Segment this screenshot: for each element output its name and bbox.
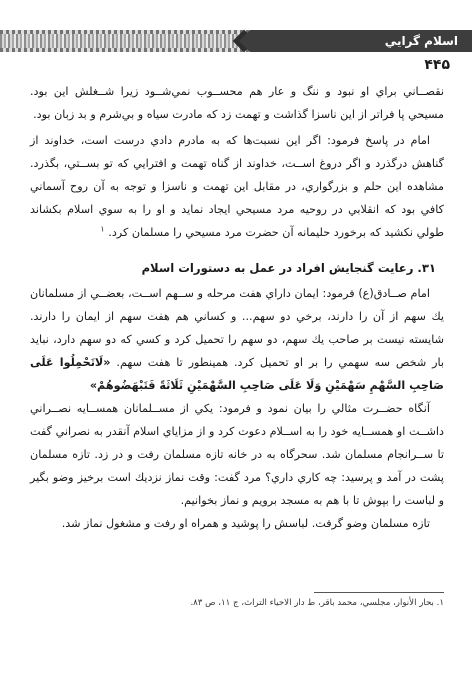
paragraph-2 [30, 129, 444, 244]
header-tab-notch [239, 30, 250, 52]
text-line: امام صــادق(ع) فرمود: ايمان داراي هفت مرحله و ســهم اســت، بعضــي از [78, 287, 430, 300]
text-line: بكشاند طولي نكشيد كه برخورد حليمانه آن حضرت مرد مسيحي را مسلمان كرد. [30, 203, 444, 239]
paragraph-3 [30, 282, 444, 397]
paragraph-4 [30, 397, 444, 512]
page-number: ۴۴۵ [424, 57, 450, 73]
quoted-hadith: «لَاتَحْمِلُوا عَلَى صَاحِبِ السَّهْمِ سَهْمَيْنِ وَلَا عَلَى صَاحِبِ السَّهْمَيْنِ ثَلَاثَةً فَتَبْهَضُوهُمْ» [30, 356, 444, 392]
text-line: داشــت او همســايه خود را به اســلام دعوت كرد و از مزاياي اسلام آنقدر به نصراني [55, 425, 444, 438]
text-line: بود. [33, 108, 51, 121]
footnote-marker: ۱ [100, 224, 105, 234]
text-line: تازه مسلمان وضو گرفت. لباسش را پوشيد و همراه او رفت و مشغول نماز شد. [61, 517, 430, 530]
header-ornament [0, 30, 250, 52]
paragraph-5 [30, 512, 444, 535]
running-title: اسلام گرايي [384, 34, 458, 48]
text-line: آسماني كافي بود كه انقلابي در روحيه مرد مسيحي ايجاد نمايد و او را به سوي اسلام [30, 180, 444, 216]
footnote-divider [314, 592, 444, 593]
text-line: آنگاه حضــرت مثالي را بيان نمود و فرمود: يكي از مســلمانان همســايه نصــراني [30, 402, 430, 415]
text-line: از گناهش درگذرد و اگر دروغ اســت، خداوند از گناه تهمت و افترايي كه تو بســتي، [30, 134, 444, 170]
page-body [30, 80, 444, 535]
header-ornament-border-bottom [0, 48, 250, 52]
text-line: را دارند. شايسته نيست بر صاحب يك سهم، دو سهم را تحميل كرد و كسي كه دو [30, 310, 445, 346]
footnote: ۱. بحار الأنوار، مجلسي، محمد باقر، ط دار الاحياء التراث، ج ۱۱، ص ۸۳. [190, 598, 444, 608]
text-line: امام در پاسخ فرمود: اگر اين نسبت‌ها كه به مادرم دادي درست است، خداوند [44, 134, 430, 147]
text-line: مسلمانان يك سهم از آن را دارند، برخي دو سهم... و كساني هم هفت سهم از ايمان [30, 287, 444, 323]
running-header [0, 30, 472, 52]
text-line: گفت تا ســرانجام مسلمان شد. سحرگاه به در خانه تازه مسلمان رفت و در زد. تازه [30, 425, 444, 461]
text-line: سهم دارد، نبايد بار شخص سه سهمي را بر او تحميل كرد. همينطور تا هفت سهم. [30, 333, 444, 369]
text-line: برخيز وضو بگير و لباست را بپوش تا با هم به مسجد برويم و نماز بخوانيم. [30, 471, 444, 507]
text-line: مسلمان پشت در آمد و پرسيد: چه كاري داري؟ مرد گفت: وقت نماز نزديك است [30, 448, 444, 484]
paragraph-1 [30, 80, 444, 126]
text-line: نقصــاني براي او نبود و ننگ و عار هم محســوب نمي‌شــود زيرا شــغلش اين بود. [30, 85, 444, 98]
text-line: مسيحي پا فراتر از اين ناسزا گذاشت و تهمت زد كه مادرت سياه و بي‌شرم و بد زبان [54, 108, 444, 121]
header-ornament-border-top [0, 30, 250, 34]
text-line: بگذرد. مشاهده اين حلم و بزرگواري، در مقابل اين تهمت و ناسزا و توجه به آن روح [30, 157, 445, 193]
header-title-tab [250, 30, 472, 52]
section-heading: ۳۱. رعايت گنجايش افراد در عمل به دستورات اسلام [141, 261, 436, 275]
